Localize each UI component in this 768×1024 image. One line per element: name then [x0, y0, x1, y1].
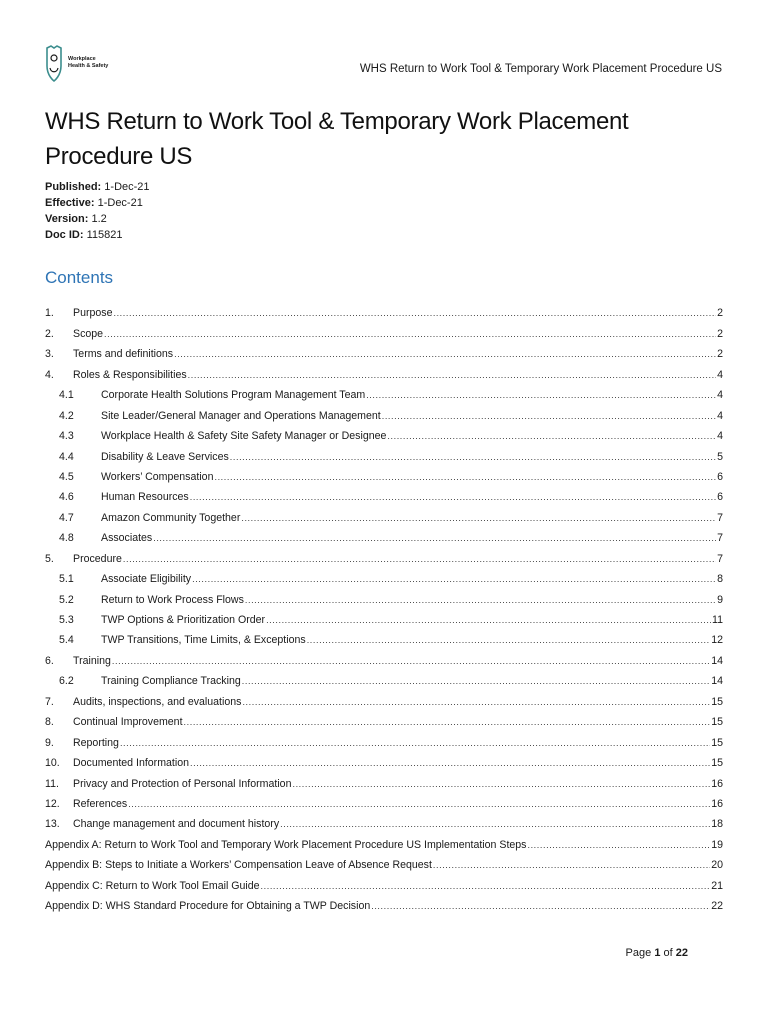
toc-entry-label: Disability & Leave Services — [101, 450, 229, 463]
toc-entry[interactable] — [45, 545, 723, 565]
toc-dot-leader — [123, 552, 716, 566]
toc-entry[interactable] — [45, 688, 723, 708]
toc-entry-number: 5.3 — [59, 614, 74, 626]
shield-icon — [44, 44, 64, 84]
toc-entry[interactable] — [45, 627, 723, 647]
toc-entry[interactable] — [45, 729, 723, 749]
toc-entry-label: Return to Work Process Flows — [101, 593, 244, 606]
document-metadata — [45, 179, 150, 243]
toc-entry-page: 7 — [717, 511, 723, 524]
toc-entry[interactable] — [45, 320, 723, 340]
toc-entry-label: References — [73, 797, 128, 810]
running-header: WHS Return to Work Tool & Temporary Work Placement Procedure US — [359, 63, 722, 75]
toc-entry[interactable] — [45, 341, 723, 361]
toc-entry-label: TWP Transitions, Time Limits, & Exceptions — [101, 634, 306, 647]
toc-entry[interactable] — [45, 402, 723, 422]
toc-entry-number: 4.1 — [59, 389, 74, 402]
toc-dot-leader — [188, 368, 716, 382]
toc-dot-leader — [292, 777, 710, 791]
toc-entry-page: 21 — [711, 879, 723, 892]
logo-line-1: Workplace — [68, 56, 96, 62]
toc-entry-number: 2. — [45, 327, 54, 340]
toc-entry-page: 2 — [717, 327, 723, 340]
toc-entry-number: 4.7 — [59, 511, 74, 524]
toc-entry-number: 6.2 — [59, 675, 74, 688]
toc-entry-page: 6 — [717, 470, 723, 483]
toc-dot-leader — [230, 450, 716, 464]
toc-dot-leader — [190, 756, 710, 770]
toc-dot-leader — [128, 797, 710, 811]
toc-entry-page: 19 — [711, 838, 723, 851]
toc-entry[interactable] — [45, 484, 723, 504]
toc-entry-number: 11. — [45, 777, 59, 790]
toc-dot-leader — [245, 593, 716, 607]
page-footer — [626, 947, 688, 959]
toc-entry-number: 1. — [45, 307, 54, 320]
toc-entry-page: 2 — [717, 348, 723, 361]
toc-entry-page: 18 — [711, 818, 723, 831]
toc-entry-label: Human Resources — [101, 491, 189, 504]
toc-entry-label: Audits, inspections, and evaluations — [73, 695, 242, 708]
toc-entry[interactable] — [45, 893, 723, 913]
toc-entry[interactable] — [45, 382, 723, 402]
toc-dot-leader — [242, 674, 710, 688]
meta-row — [45, 227, 150, 243]
toc-entry-number: 4.6 — [59, 491, 74, 504]
toc-entry-page: 14 — [711, 675, 723, 688]
toc-entry[interactable] — [45, 361, 723, 381]
toc-entry-page: 4 — [717, 430, 723, 443]
toc-dot-leader — [242, 695, 710, 709]
toc-entry-number: 5.2 — [59, 593, 74, 606]
toc-entry-page: 15 — [711, 695, 723, 708]
toc-entry-label: Appendix C: Return to Work Tool Email Guide — [45, 879, 260, 892]
toc-entry-number: 7. — [45, 695, 54, 708]
toc-dot-leader — [120, 736, 710, 750]
toc-dot-leader — [214, 470, 716, 484]
toc-dot-leader — [527, 838, 710, 852]
toc-entry-page: 8 — [717, 573, 723, 586]
toc-entry-page: 4 — [717, 368, 723, 381]
toc-entry-label: Workers’ Compensation — [101, 470, 214, 483]
toc-entry-number: 4.4 — [59, 450, 74, 463]
toc-dot-leader — [371, 899, 710, 913]
toc-entry-label: Reporting — [73, 736, 119, 749]
toc-dot-leader — [261, 879, 711, 893]
document-title-line-2: Procedure US — [45, 143, 193, 170]
toc-entry-label: Associate Eligibility — [101, 573, 192, 586]
toc-entry-label: Scope — [73, 327, 104, 340]
whs-logo — [44, 44, 124, 88]
toc-dot-leader — [266, 613, 711, 627]
toc-entry[interactable] — [45, 525, 723, 545]
toc-entry-page: 7 — [717, 552, 723, 565]
toc-entry[interactable] — [45, 566, 723, 586]
meta-row — [45, 179, 150, 195]
toc-entry-page: 6 — [717, 491, 723, 504]
toc-entry-label: Site Leader/General Manager and Operations Management — [101, 409, 381, 422]
meta-key: Published: — [45, 181, 102, 193]
toc-dot-leader — [433, 858, 710, 872]
toc-entry[interactable] — [45, 647, 723, 667]
toc-entry[interactable] — [45, 709, 723, 729]
toc-entry-page: 22 — [711, 900, 723, 913]
toc-entry-number: 8. — [45, 716, 54, 729]
toc-entry-label: Appendix B: Steps to Initiate a Workers’ Compensation Leave of Absence Request — [45, 859, 432, 872]
toc-dot-leader — [382, 409, 716, 423]
toc-entry-page: 20 — [711, 859, 723, 872]
toc-dot-leader — [184, 715, 711, 729]
toc-entry-label: Continual Improvement — [73, 716, 183, 729]
toc-dot-leader — [192, 572, 716, 586]
page-of-word: of — [663, 947, 673, 959]
toc-entry-label: Privacy and Protection of Personal Information — [73, 777, 292, 790]
toc-entry-number: 4.5 — [59, 470, 74, 483]
toc-dot-leader — [174, 347, 716, 361]
toc-entry[interactable] — [45, 811, 723, 831]
toc-entry-number: 6. — [45, 654, 54, 667]
toc-entry-page: 16 — [711, 797, 723, 810]
document-title — [45, 104, 685, 174]
toc-entry-label: Amazon Community Together — [101, 511, 241, 524]
toc-entry-number: 4.3 — [59, 430, 74, 443]
contents-heading: Contents — [45, 268, 114, 287]
toc-entry[interactable] — [45, 668, 723, 688]
toc-entry-number: 10. — [45, 757, 60, 770]
meta-value: 1.2 — [91, 213, 107, 225]
toc-entry-page: 4 — [717, 389, 723, 402]
toc-dot-leader — [153, 531, 716, 545]
toc-entry-label: Training — [73, 654, 111, 667]
toc-entry-page: 5 — [717, 450, 723, 463]
toc-entry-number: 4. — [45, 368, 54, 381]
toc-entry-number: 13. — [45, 818, 60, 831]
toc-entry-number: 9. — [45, 736, 54, 749]
toc-entry-page: 7 — [717, 532, 723, 545]
toc-entry-page: 15 — [711, 716, 723, 729]
toc-dot-leader — [387, 429, 716, 443]
toc-entry-label: Terms and definitions — [73, 348, 174, 361]
page-total: 22 — [675, 947, 688, 959]
toc-entry-label: Purpose — [73, 307, 113, 320]
toc-entry-label: Corporate Health Solutions Program Management Team — [101, 389, 366, 402]
toc-entry-label: Documented Information — [73, 757, 190, 770]
toc-entry-page: 9 — [717, 593, 723, 606]
meta-value: 1-Dec-21 — [104, 181, 150, 193]
toc-entry-label: Appendix D: WHS Standard Procedure for Obtaining a TWP Decision — [45, 900, 371, 913]
toc-entry-label: Training Compliance Tracking — [101, 675, 241, 688]
toc-entry-page: 2 — [717, 307, 723, 320]
toc-entry-label: Procedure — [73, 552, 122, 565]
toc-dot-leader — [241, 511, 716, 525]
toc-entry-number: 5.1 — [59, 573, 74, 586]
toc-entry-label: Workplace Health & Safety Site Safety Manager or Designee — [101, 430, 387, 443]
toc-entry-label: Roles & Responsibilities — [73, 368, 187, 381]
toc-entry-page: 4 — [717, 409, 723, 422]
toc-entry-page: 11 — [712, 614, 723, 626]
meta-value: 115821 — [86, 229, 123, 241]
toc-entry[interactable] — [45, 443, 723, 463]
toc-entry[interactable] — [45, 607, 723, 627]
toc-entry-label: Change management and document history — [73, 818, 280, 831]
toc-entry-number: 5.4 — [59, 634, 74, 647]
toc-entry-page: 12 — [711, 634, 723, 647]
logo-wordmark — [68, 56, 108, 69]
toc-entry[interactable] — [45, 831, 723, 851]
toc-entry-page: 14 — [711, 654, 723, 667]
toc-entry[interactable] — [45, 464, 723, 484]
table-of-contents — [45, 300, 723, 913]
toc-entry[interactable] — [45, 750, 723, 770]
toc-entry[interactable] — [45, 872, 723, 892]
toc-entry-page: 15 — [711, 757, 723, 770]
toc-entry[interactable] — [45, 504, 723, 524]
toc-entry-label: Associates — [101, 532, 153, 545]
meta-row — [45, 195, 150, 211]
toc-entry-label: TWP Options & Prioritization Order — [101, 614, 266, 626]
meta-key: Doc ID: — [45, 229, 84, 241]
toc-entry-label: Appendix A: Return to Work Tool and Temporary Work Placement Procedure US Implementation Steps — [45, 838, 527, 851]
logo-line-2: Health & Safety — [68, 62, 109, 69]
toc-entry-number: 4.2 — [59, 409, 74, 422]
toc-entry-number: 12. — [45, 797, 60, 810]
toc-dot-leader — [366, 388, 716, 402]
toc-entry[interactable] — [45, 300, 723, 320]
meta-row — [45, 211, 150, 227]
meta-key: Effective: — [45, 197, 95, 209]
toc-entry[interactable] — [45, 423, 723, 443]
toc-dot-leader — [104, 327, 716, 341]
toc-entry[interactable] — [45, 586, 723, 606]
toc-dot-leader — [112, 654, 710, 668]
toc-entry-number: 3. — [45, 348, 54, 361]
toc-entry-page: 16 — [711, 777, 723, 790]
toc-dot-leader — [190, 490, 716, 504]
toc-dot-leader — [307, 633, 711, 647]
toc-dot-leader — [280, 817, 710, 831]
toc-dot-leader — [113, 306, 716, 320]
page-current: 1 — [654, 947, 661, 959]
document-title-line-1: WHS Return to Work Tool & Temporary Work Placement — [45, 108, 629, 135]
toc-entry[interactable] — [45, 852, 723, 872]
meta-value: 1-Dec-21 — [97, 197, 143, 209]
toc-entry-page: 15 — [711, 736, 723, 749]
page-word: Page — [625, 947, 652, 959]
toc-entry-number: 5. — [45, 552, 54, 565]
meta-key: Version: — [45, 213, 89, 225]
toc-entry-number: 4.8 — [59, 532, 74, 545]
toc-entry[interactable] — [45, 791, 723, 811]
toc-entry[interactable] — [45, 770, 723, 790]
